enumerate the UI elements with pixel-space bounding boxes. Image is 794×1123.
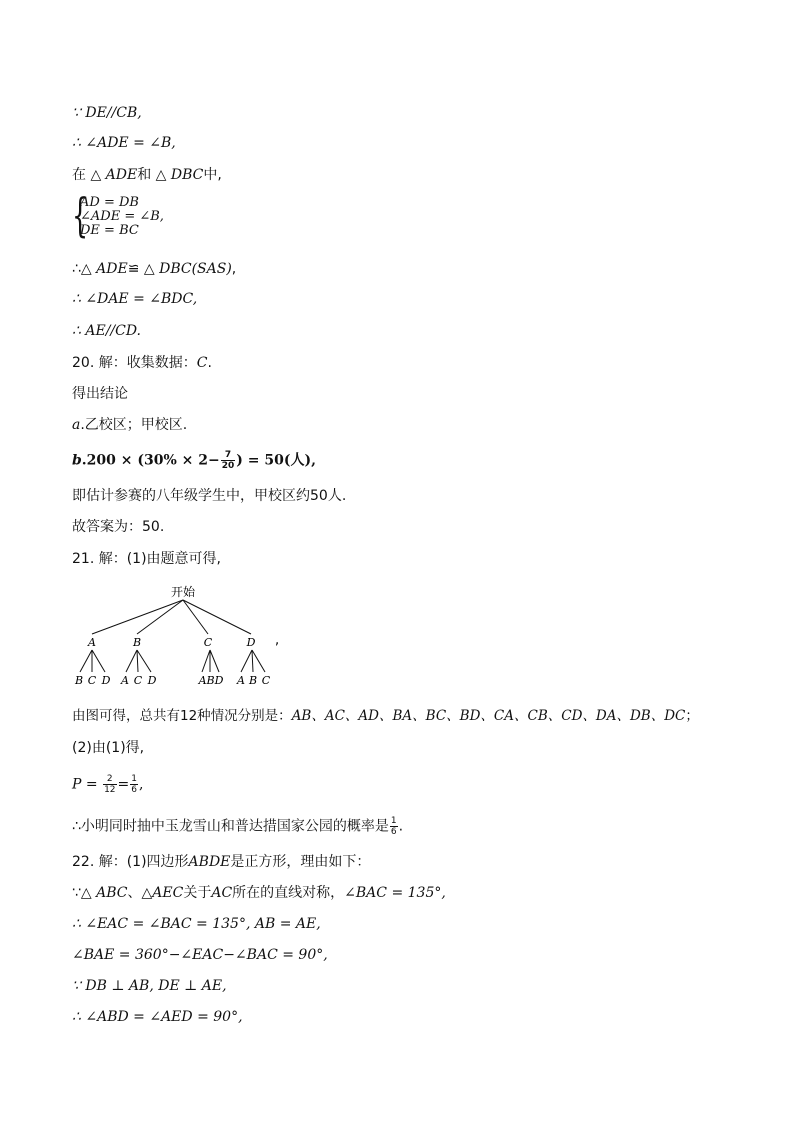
fraction-numerator: 7 xyxy=(221,450,236,461)
q22-perpendicular: ∵ DB ⊥ AB, DE ⊥ AE, xyxy=(72,978,227,994)
q20-part-a xyxy=(72,416,187,434)
text-fragment: 在 △ xyxy=(72,167,106,183)
math-fragment: AC xyxy=(211,885,233,901)
fraction-numerator: 1 xyxy=(131,774,137,784)
math-fragment: = xyxy=(81,776,103,793)
text-fragment: ∴△ xyxy=(72,261,97,277)
fraction-numerator: 1 xyxy=(390,816,397,826)
math-fragment: = xyxy=(117,776,130,793)
text-fragment: ； xyxy=(685,708,699,724)
math-fragment: ABC xyxy=(96,885,128,901)
tree-node-level2: B xyxy=(74,674,84,687)
system-row-2: ∠ADE = ∠B, xyxy=(80,209,164,224)
tree-node-level2: C xyxy=(261,674,271,687)
tree-node-level2: A xyxy=(237,674,245,687)
proof-line-angle-equal: ∴ ∠ADE = ∠B, xyxy=(72,135,176,151)
math-fragment: DBC(SAS) xyxy=(159,261,232,277)
math-fragment: .200 × (30% × 2− xyxy=(81,452,220,469)
text-fragment: 20. 解：收集数据： xyxy=(72,355,197,371)
fraction-numerator: 2 xyxy=(103,774,116,785)
fraction xyxy=(390,816,398,837)
fraction xyxy=(221,450,236,471)
text-fragment: ∵△ xyxy=(72,885,97,901)
q21-heading: 21. 解：(1)由题意可得, xyxy=(72,551,221,567)
tree-node-level2: C xyxy=(133,674,143,687)
tree-node-level2: A xyxy=(121,674,129,687)
text-fragment: . xyxy=(398,818,404,835)
math-fragment: a xyxy=(72,417,81,433)
q20-part-b xyxy=(72,450,316,471)
fraction xyxy=(103,774,116,795)
q22-angle-eac: ∴ ∠EAC = ∠BAC = 135°, AB = AE, xyxy=(72,916,321,932)
math-fragment: DBC xyxy=(170,167,204,183)
tree-node-level1: A xyxy=(88,636,96,649)
q21-part2: (2)由(1)得, xyxy=(72,740,145,756)
tree-node-level2: D xyxy=(147,674,157,687)
q22-heading xyxy=(72,853,370,871)
tree-branches xyxy=(80,600,265,672)
math-fragment: ) = 50(人), xyxy=(236,452,316,469)
q22-symmetry xyxy=(72,884,446,902)
tree-root: 开始 xyxy=(170,585,196,599)
text-fragment: 关于 xyxy=(183,885,212,901)
tree-node-level1: D xyxy=(246,636,256,649)
math-fragment: ADE xyxy=(96,261,128,277)
q20-estimate: 即估计参赛的八年级学生中，甲校区约50人. xyxy=(72,488,347,504)
q20-answer: 故答案为：50. xyxy=(72,519,165,535)
proof-line-ae-cd: ∴ AE//CD. xyxy=(72,323,142,339)
fraction-denominator: 20 xyxy=(221,461,235,471)
proof-line-congruent xyxy=(72,260,236,278)
text-fragment: 22. 解：(1)四边形 xyxy=(72,854,189,870)
proof-line-triangles xyxy=(72,166,222,184)
system-row-3: DE = BC xyxy=(80,223,139,238)
math-fragment: P xyxy=(72,776,82,793)
math-fragment: ABDE xyxy=(188,854,231,870)
system-row-1: AD = DB xyxy=(80,195,139,210)
tree-diagram xyxy=(70,584,290,694)
q21-outcomes xyxy=(72,707,699,725)
math-fragment: b xyxy=(72,452,82,469)
tree-node-level1: C xyxy=(203,636,213,649)
text-fragment: 所在的直线对称， xyxy=(232,885,345,901)
text-fragment: , xyxy=(231,261,237,277)
proof-line-dae-bdc: ∴ ∠DAE = ∠BDC, xyxy=(72,291,198,307)
tree-node-level2: B xyxy=(248,674,258,687)
q20-conclusion-label: 得出结论 xyxy=(72,386,128,402)
q21-probability xyxy=(72,774,143,795)
q22-angle-bae: ∠BAE = 360°−∠EAC−∠BAC = 90°, xyxy=(72,947,328,963)
text-fragment: 、△ xyxy=(127,885,153,901)
tree-node-level1: B xyxy=(132,636,142,649)
fraction-denominator: 6 xyxy=(131,785,137,795)
fraction xyxy=(130,774,138,795)
math-fragment: ∠BAC = 135°, xyxy=(344,885,446,901)
fraction-denominator: 12 xyxy=(104,785,116,795)
math-fragment: AEC xyxy=(152,885,184,901)
math-fragment: AB、AC、AD、BA、BC、BD、CA、CB、CD、DA、DB、DC xyxy=(291,708,686,724)
text-fragment: ∴小明同时抽中玉龙雪山和普达措国家公园的概率是 xyxy=(72,818,389,835)
text-fragment: .乙校区；甲校区. xyxy=(80,417,188,433)
text-fragment: . xyxy=(207,355,212,371)
text-fragment: ≌ △ xyxy=(127,261,160,277)
q21-conclusion xyxy=(72,816,403,837)
text-fragment: 中, xyxy=(203,167,222,183)
text-fragment: 由图可得，总共有12种情况分别是： xyxy=(72,708,292,724)
math-fragment: C xyxy=(196,355,208,371)
tree-node-level2: ABD xyxy=(198,674,224,687)
q22-right-angles: ∴ ∠ABD = ∠AED = 90°, xyxy=(72,1009,243,1025)
text-fragment: 是正方形，理由如下： xyxy=(230,854,371,870)
text-fragment: 和 △ xyxy=(137,167,171,183)
tree-trailing-comma: , xyxy=(275,633,280,648)
tree-node-level2: C xyxy=(87,674,97,687)
left-brace: { xyxy=(72,188,89,242)
tree-node-level2: D xyxy=(101,674,111,687)
equation-system xyxy=(72,188,212,242)
math-fragment: , xyxy=(138,776,144,793)
fraction-denominator: 6 xyxy=(390,827,397,837)
math-fragment: ADE xyxy=(105,167,138,183)
q20-heading xyxy=(72,354,212,372)
proof-line-parallel: ∵ DE//CB, xyxy=(72,105,142,121)
